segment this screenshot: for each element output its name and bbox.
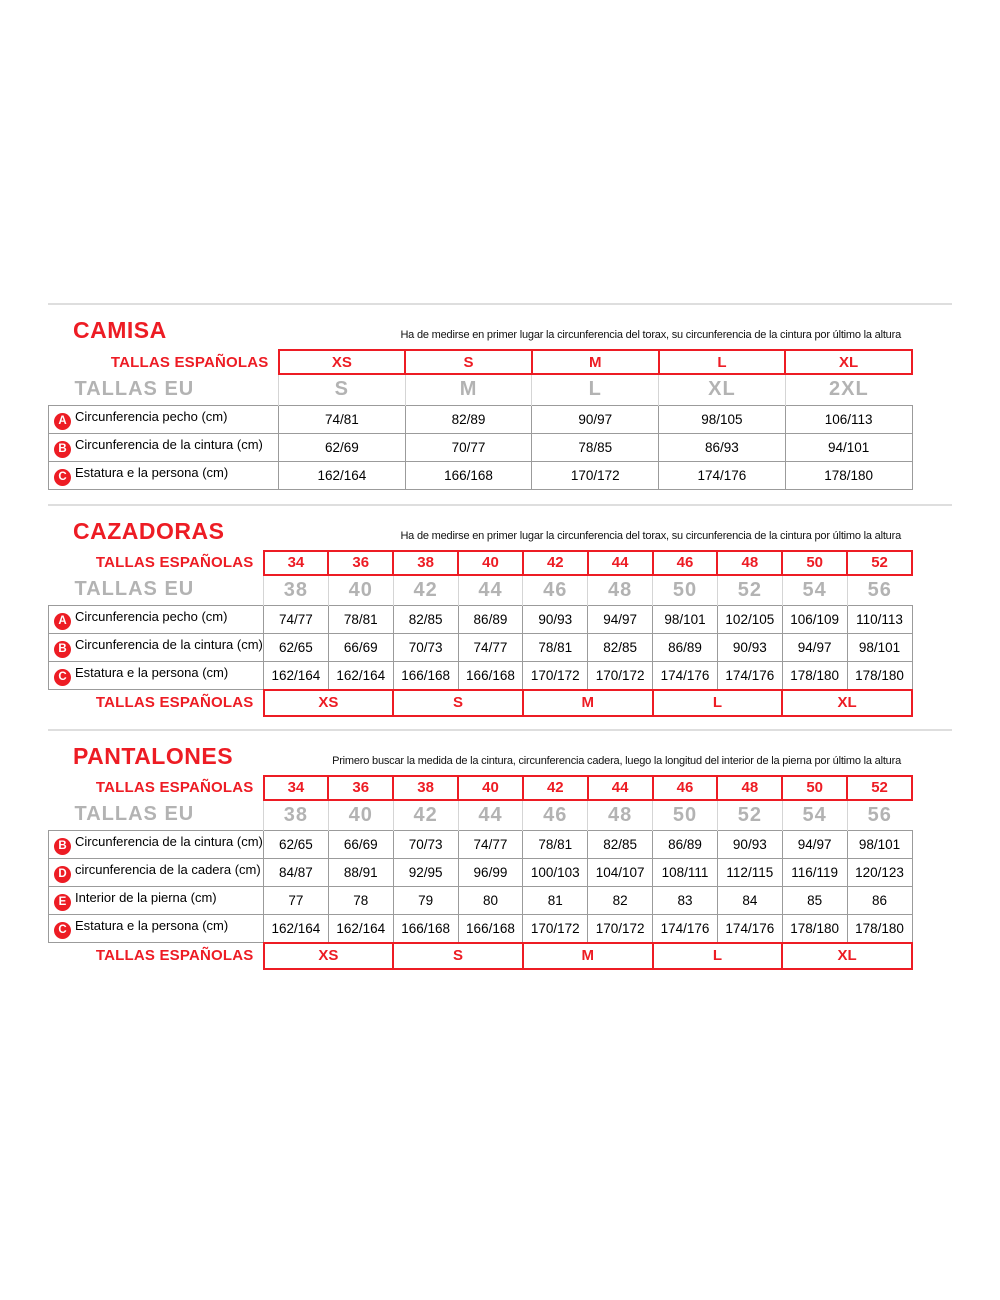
eu-sizes-row — [49, 374, 913, 405]
measure-value-cell: 162/164 — [264, 915, 329, 943]
section-title: CAMISA — [73, 317, 167, 343]
measure-value-cell: 112/115 — [717, 859, 782, 887]
measure-value-cell: 86/93 — [659, 433, 786, 461]
measure-label — [49, 662, 264, 690]
measure-label — [49, 461, 279, 489]
measure-value-cell: 116/119 — [782, 859, 847, 887]
measure-value-cell: 170/172 — [588, 915, 653, 943]
eu-size-cell: 42 — [393, 800, 458, 831]
section-pantalones — [48, 731, 913, 970]
footer-size-cell: XL — [782, 690, 912, 716]
section-note: Primero buscar la medida de la cintura, circunferencia cadera, luego la longitud del interior de la pierna por último la altura — [332, 754, 901, 767]
measure-value-cell: 78/81 — [328, 606, 393, 634]
measure-value-cell: 90/93 — [717, 634, 782, 662]
spanish-size-cell: 36 — [328, 776, 393, 800]
measure-value-cell: 102/105 — [717, 606, 782, 634]
footer-size-cell: S — [393, 690, 523, 716]
measure-value-cell: 62/69 — [279, 433, 406, 461]
section-title: CAZADORAS — [73, 517, 225, 544]
footer-size-cell: M — [523, 690, 653, 716]
measure-value-cell: 78/81 — [523, 831, 588, 859]
eu-size-cell: S — [279, 374, 406, 405]
cazadoras-header — [48, 506, 913, 550]
pantalones-header — [48, 731, 913, 775]
measure-value-cell: 90/97 — [532, 405, 659, 433]
measure-value-cell: 94/97 — [588, 606, 653, 634]
spanish-size-cell: L — [659, 350, 786, 374]
eu-size-cell: 38 — [264, 800, 329, 831]
eu-size-cell: 40 — [328, 575, 393, 606]
measure-value-cell: 70/73 — [393, 634, 458, 662]
spanish-size-cell: XL — [785, 350, 912, 374]
spanish-size-cell: 38 — [393, 551, 458, 575]
eu-size-cell: 56 — [847, 800, 912, 831]
measure-row-b — [49, 634, 913, 662]
measure-value-cell: 178/180 — [782, 662, 847, 690]
measure-row-a — [49, 405, 913, 433]
measure-label — [49, 405, 279, 433]
measure-value-cell: 100/103 — [523, 859, 588, 887]
measure-row-b — [49, 831, 913, 859]
section-title: PANTALONES — [73, 742, 234, 769]
measure-label — [49, 433, 279, 461]
measure-badge-c-icon: C — [54, 922, 71, 939]
measure-value-cell: 77 — [264, 887, 329, 915]
measure-value-cell: 84 — [717, 887, 782, 915]
eu-size-cell: 2XL — [785, 374, 912, 405]
measure-row-d — [49, 859, 913, 887]
measure-name: circunferencia de la cadera (cm) — [75, 862, 261, 877]
eu-size-cell: 56 — [847, 575, 912, 606]
measure-value-cell: 94/101 — [785, 433, 912, 461]
measure-value-cell: 90/93 — [523, 606, 588, 634]
measure-value-cell: 104/107 — [588, 859, 653, 887]
measure-label — [49, 831, 264, 859]
measure-value-cell: 66/69 — [328, 634, 393, 662]
measure-badge-a-icon: A — [54, 613, 71, 630]
measure-row-c — [49, 915, 913, 943]
measure-value-cell: 84/87 — [264, 859, 329, 887]
footer-size-cell: XL — [782, 943, 912, 969]
footer-size-cell: L — [653, 690, 783, 716]
spanish-size-cell: 48 — [717, 551, 782, 575]
measure-value-cell: 81 — [523, 887, 588, 915]
measure-value-cell: 170/172 — [523, 662, 588, 690]
footer-size-cell: XS — [264, 943, 394, 969]
eu-size-cell: 50 — [653, 575, 718, 606]
measure-name: Circunferencia pecho (cm) — [75, 408, 228, 424]
measure-value-cell: 70/77 — [405, 433, 532, 461]
eu-size-cell: 46 — [523, 800, 588, 831]
measure-value-cell: 162/164 — [328, 915, 393, 943]
cazadoras-size-table — [48, 550, 913, 717]
eu-size-cell: 48 — [588, 575, 653, 606]
measure-value-cell: 70/73 — [393, 831, 458, 859]
measure-badge-b-icon: B — [54, 441, 71, 458]
measure-value-cell: 106/113 — [785, 405, 912, 433]
measure-row-e — [49, 887, 913, 915]
section-camisa — [48, 305, 913, 490]
measure-label — [49, 915, 264, 943]
spanish-sizes-label: TALLAS ESPAÑOLAS — [95, 779, 254, 796]
spanish-size-cell: 46 — [653, 551, 718, 575]
spanish-size-cell: 48 — [717, 776, 782, 800]
measure-badge-b-icon: B — [54, 838, 71, 855]
measure-value-cell: 82/89 — [405, 405, 532, 433]
measure-value-cell: 166/168 — [458, 662, 523, 690]
spanish-size-cell: 52 — [847, 776, 912, 800]
measure-value-cell: 74/77 — [264, 606, 329, 634]
eu-size-cell: 52 — [717, 800, 782, 831]
footer-spanish-sizes-row — [49, 690, 913, 716]
measure-value-cell: 166/168 — [458, 915, 523, 943]
measure-value-cell: 170/172 — [532, 461, 659, 489]
eu-size-cell: 40 — [328, 800, 393, 831]
measure-value-cell: 62/65 — [264, 634, 329, 662]
spanish-size-cell: 36 — [328, 551, 393, 575]
measure-value-cell: 166/168 — [393, 915, 458, 943]
measure-badge-a-icon: A — [54, 413, 71, 430]
spanish-size-cell: 44 — [588, 776, 653, 800]
measure-value-cell: 86 — [847, 887, 912, 915]
footer-size-cell: S — [393, 943, 523, 969]
measure-value-cell: 174/176 — [653, 915, 718, 943]
spanish-size-cell: 40 — [458, 551, 523, 575]
measure-value-cell: 83 — [653, 887, 718, 915]
measure-value-cell: 94/97 — [782, 831, 847, 859]
measure-value-cell: 110/113 — [847, 606, 912, 634]
measure-value-cell: 162/164 — [328, 662, 393, 690]
footer-spanish-sizes-label: TALLAS ESPAÑOLAS — [95, 947, 254, 965]
measure-value-cell: 174/176 — [717, 662, 782, 690]
measure-value-cell: 178/180 — [847, 662, 912, 690]
measure-value-cell: 166/168 — [405, 461, 532, 489]
measure-value-cell: 162/164 — [264, 662, 329, 690]
measure-value-cell: 74/81 — [279, 405, 406, 433]
measure-value-cell: 79 — [393, 887, 458, 915]
eu-size-cell: M — [405, 374, 532, 405]
footer-size-cell: L — [653, 943, 783, 969]
spanish-size-cell: 34 — [264, 551, 329, 575]
spanish-sizes-row — [49, 776, 913, 800]
spanish-size-cell: S — [405, 350, 532, 374]
eu-sizes-row — [49, 575, 913, 606]
spanish-size-cell: 50 — [782, 551, 847, 575]
measure-value-cell: 80 — [458, 887, 523, 915]
eu-size-cell: 44 — [458, 800, 523, 831]
measure-value-cell: 94/97 — [782, 634, 847, 662]
spanish-sizes-label: TALLAS ESPAÑOLAS — [95, 554, 254, 571]
spanish-sizes-row — [49, 350, 913, 374]
measure-row-c — [49, 461, 913, 489]
measure-value-cell: 82 — [588, 887, 653, 915]
spanish-size-cell: XS — [279, 350, 406, 374]
measure-value-cell: 62/65 — [264, 831, 329, 859]
measure-value-cell: 82/85 — [588, 831, 653, 859]
measure-value-cell: 85 — [782, 887, 847, 915]
measure-value-cell: 66/69 — [328, 831, 393, 859]
measure-name: Circunferencia pecho (cm) — [75, 609, 228, 624]
measure-name: Circunferencia de la cintura (cm) — [75, 436, 263, 452]
measure-name: Circunferencia de la cintura (cm) — [75, 637, 263, 652]
measure-value-cell: 108/111 — [653, 859, 718, 887]
measure-label — [49, 887, 264, 915]
spanish-sizes-row — [49, 551, 913, 575]
section-note: Ha de medirse en primer lugar la circunferencia del torax, su circunferencia de la cintura por último la altura — [400, 529, 901, 542]
measure-value-cell: 88/91 — [328, 859, 393, 887]
measure-value-cell: 96/99 — [458, 859, 523, 887]
spanish-size-cell: 50 — [782, 776, 847, 800]
spanish-size-cell: 34 — [264, 776, 329, 800]
measure-row-a — [49, 606, 913, 634]
eu-size-cell: L — [532, 374, 659, 405]
footer-spanish-sizes-label: TALLAS ESPAÑOLAS — [95, 694, 254, 712]
measure-value-cell: 120/123 — [847, 859, 912, 887]
measure-badge-d-icon: D — [54, 866, 71, 883]
measure-value-cell: 86/89 — [653, 634, 718, 662]
footer-size-cell: XS — [264, 690, 394, 716]
spanish-size-cell: 52 — [847, 551, 912, 575]
measure-name: Interior de la pierna (cm) — [75, 890, 217, 905]
measure-value-cell: 106/109 — [782, 606, 847, 634]
measure-value-cell: 86/89 — [653, 831, 718, 859]
eu-sizes-row — [49, 800, 913, 831]
measure-value-cell: 74/77 — [458, 634, 523, 662]
eu-size-cell: 52 — [717, 575, 782, 606]
measure-value-cell: 82/85 — [588, 634, 653, 662]
eu-size-cell: 50 — [653, 800, 718, 831]
measure-value-cell: 92/95 — [393, 859, 458, 887]
measure-name: Circunferencia de la cintura (cm) — [75, 834, 263, 849]
measure-value-cell: 170/172 — [588, 662, 653, 690]
eu-size-cell: 38 — [264, 575, 329, 606]
spanish-size-cell: 40 — [458, 776, 523, 800]
measure-value-cell: 178/180 — [782, 915, 847, 943]
measure-row-c — [49, 662, 913, 690]
eu-sizes-label: TALLAS EU — [74, 377, 195, 400]
measure-value-cell: 98/101 — [847, 831, 912, 859]
spanish-size-cell: 38 — [393, 776, 458, 800]
measure-value-cell: 174/176 — [653, 662, 718, 690]
measure-badge-c-icon: C — [54, 469, 71, 486]
measure-value-cell: 78/81 — [523, 634, 588, 662]
measure-value-cell: 82/85 — [393, 606, 458, 634]
measure-label — [49, 859, 264, 887]
eu-size-cell: 44 — [458, 575, 523, 606]
measure-value-cell: 90/93 — [717, 831, 782, 859]
footer-size-cell: M — [523, 943, 653, 969]
measure-value-cell: 98/101 — [653, 606, 718, 634]
eu-sizes-label: TALLAS EU — [74, 803, 195, 826]
spanish-sizes-label: TALLAS ESPAÑOLAS — [110, 353, 269, 371]
eu-size-cell: XL — [659, 374, 786, 405]
measure-value-cell: 174/176 — [717, 915, 782, 943]
measure-badge-b-icon: B — [54, 641, 71, 658]
measure-value-cell: 86/89 — [458, 606, 523, 634]
measure-badge-c-icon: C — [54, 669, 71, 686]
camisa-header — [48, 305, 913, 349]
measure-value-cell: 98/101 — [847, 634, 912, 662]
measure-name: Estatura e la persona (cm) — [75, 464, 229, 480]
eu-size-cell: 48 — [588, 800, 653, 831]
measure-value-cell: 178/180 — [785, 461, 912, 489]
measure-value-cell: 98/105 — [659, 405, 786, 433]
measure-value-cell: 74/77 — [458, 831, 523, 859]
measure-label — [49, 606, 264, 634]
measure-value-cell: 174/176 — [659, 461, 786, 489]
pantalones-size-table — [48, 775, 913, 970]
measure-name: Estatura e la persona (cm) — [75, 918, 229, 933]
measure-value-cell: 78/85 — [532, 433, 659, 461]
eu-size-cell: 54 — [782, 800, 847, 831]
eu-size-cell: 54 — [782, 575, 847, 606]
measure-label — [49, 634, 264, 662]
measure-value-cell: 162/164 — [279, 461, 406, 489]
spanish-size-cell: 46 — [653, 776, 718, 800]
spanish-size-cell: 42 — [523, 551, 588, 575]
spanish-size-cell: 44 — [588, 551, 653, 575]
measure-value-cell: 166/168 — [393, 662, 458, 690]
measure-value-cell: 178/180 — [847, 915, 912, 943]
eu-sizes-label: TALLAS EU — [74, 578, 195, 601]
section-cazadoras — [48, 506, 913, 717]
footer-spanish-sizes-row — [49, 943, 913, 969]
measure-value-cell: 78 — [328, 887, 393, 915]
eu-size-cell: 46 — [523, 575, 588, 606]
spanish-size-cell: 42 — [523, 776, 588, 800]
section-note: Ha de medirse en primer lugar la circunferencia del torax, su circunferencia de la cintura por último la altura — [400, 329, 901, 341]
measure-value-cell: 170/172 — [523, 915, 588, 943]
spanish-size-cell: M — [532, 350, 659, 374]
eu-size-cell: 42 — [393, 575, 458, 606]
camisa-size-table — [48, 349, 913, 490]
measure-badge-e-icon: E — [54, 894, 71, 911]
measure-row-b — [49, 433, 913, 461]
measure-name: Estatura e la persona (cm) — [75, 665, 229, 680]
